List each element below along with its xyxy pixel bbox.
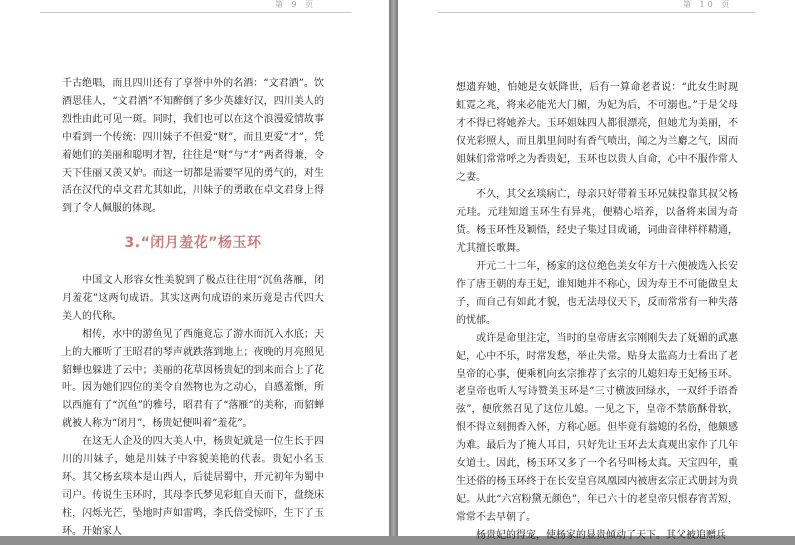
right-page bbox=[398, 0, 795, 541]
page-number: 第 9 页 bbox=[275, 0, 317, 9]
book-spine-gutter bbox=[389, 0, 398, 536]
paragraph: 中国文人形容女性美貌到了极点往往用“沉鱼落雁，闭月羞花”这两句成语。其实这两句成语的来历竟是古代四大美人的代称。 bbox=[62, 275, 324, 322]
body-text bbox=[456, 79, 738, 545]
section-heading: 3.“闭月羞花”杨玉环 bbox=[124, 235, 262, 251]
paragraph: 开元二十二年，杨家的这位绝色美女年方十六便被选入长安作了唐王朝的寿王妃，谁知她并不称心，因为寿王不可能做皇太子，而自己有如此才貌，也无法母仪天下，反而常常有一种失落的忧郁。 bbox=[456, 261, 738, 326]
paragraph: 想遗弃她，怕她是女妖降世，后有一算命老者说：“此女生时现虹霓之兆，将来必能光大门楣，为妃为后，不可溺也。”于是父母才不得已将她养大。玉环姐妹四人都很漂亮，但她尤为美丽，不仅光彩照人，而且肌里间时有香气喷出，闻之为兰麝之气，因而姐妹们常常呼之为香贵妃，玉环也以贵人自命，心中不服作常人之妻。 bbox=[456, 82, 738, 183]
page-header bbox=[40, 0, 351, 13]
paragraph: 在这无人企及的四大美人中，杨贵妃就是一位生长于四川的川妹子，她是川妹子中容貌美艳的代表。贵妃小名玉环。其父杨玄琰本是山西人，后徒居蜀中，开元初年为蜀中司户。传说生玉环时，其母李氏梦见彩虹自天而下，盘绕床柱，闪烁光芒，坠地时声如雷鸣，李氏倍受惊吓，生下了玉环。开始家人 bbox=[62, 436, 324, 537]
page-number: 第 10 页 bbox=[683, 0, 733, 9]
paragraph: 杨贵妃的得宠，使杨家的显贵倾动了天下。其父被追赠兵 bbox=[476, 529, 726, 541]
page-header bbox=[438, 0, 755, 13]
body-text-top bbox=[62, 75, 324, 218]
paragraph: 千古绝唱，而且四川还有了享誉中外的名酒：“文君酒”。饮酒思佳人，“文君酒”不知醉倒了多少英雄好汉，四川美人的烈性由此可见一斑。同时，我们也可以在这个浪漫爱情故事中看到一个传统：四川妹子不但爱“财”，而且更爱“才”，凭着她们的美丽和聪明才智，往往是“财”与“才”两者得兼，令天下佳丽又羡又妒。而这一切都是需要罕见的勇气的，对生活在汉代的卓文君尤其如此，川妹子的勇敢在卓文君身上得到了令人佩服的体现。 bbox=[62, 78, 324, 215]
body-text-bottom bbox=[62, 272, 324, 541]
paragraph: 或许是命里注定，当时的皇帝唐玄宗刚刚失去了妩媚的武惠妃，心中不乐，时常发愁，举止失常。贴身太监高力士看出了老皇帝的心事，便乘机向玄宗推荐了玄宗的儿媳妇寿王妃杨玉环。老皇帝也听人写诗赞美玉环是“三寸横波回绿水，一双纤手语香弦”，便欣然召见了这位儿媳。一见之下，皇帝不禁筋酥骨软，恨不得立刻拥香入怀，方称心愿。但毕竟有翁媳的名份，他颇感为难。最后为了掩人耳目，只好先让玉环去太真观出家作了几年女道士。因此，杨玉环又多了一个名号叫杨太真。天宝四年，重生还俗的杨玉环终于在长安皇宫凤凰园内被唐玄宗正式册封为贵妃。从此“六宫粉黛无颜色”，年已六十的老皇帝只恨春宵苦短，常常不去早朝了。 bbox=[456, 332, 738, 523]
paragraph: 不久，其父玄琰病亡，母亲只好带着玉环兄妹投靠其叔父杨元珪。元珪知道玉环生有异兆，便精心培养，以备将来国为奇货。杨玉环性及颖悟，经史子集过目成诵，词曲音律样样精通，尤其擅长歌舞。 bbox=[456, 189, 738, 255]
paragraph: 相传，水中的游鱼见了西施竟忘了游水而沉入水底；天上的大雁听了王昭君的琴声就跌落到地上；夜晚的月亮照见貂蝉也躲进了云中；美丽的花草因杨贵妃的到来而合上了花叶。因为她们四位的美令自然物也为之动心，自感羞惭，所以西施有了“沉鱼”的雅号，昭君有了“落雁”的美称，而貂蝉就被人称为“闭月”，杨贵妃便叫着“羞花”。 bbox=[62, 328, 324, 430]
left-page bbox=[0, 0, 389, 536]
